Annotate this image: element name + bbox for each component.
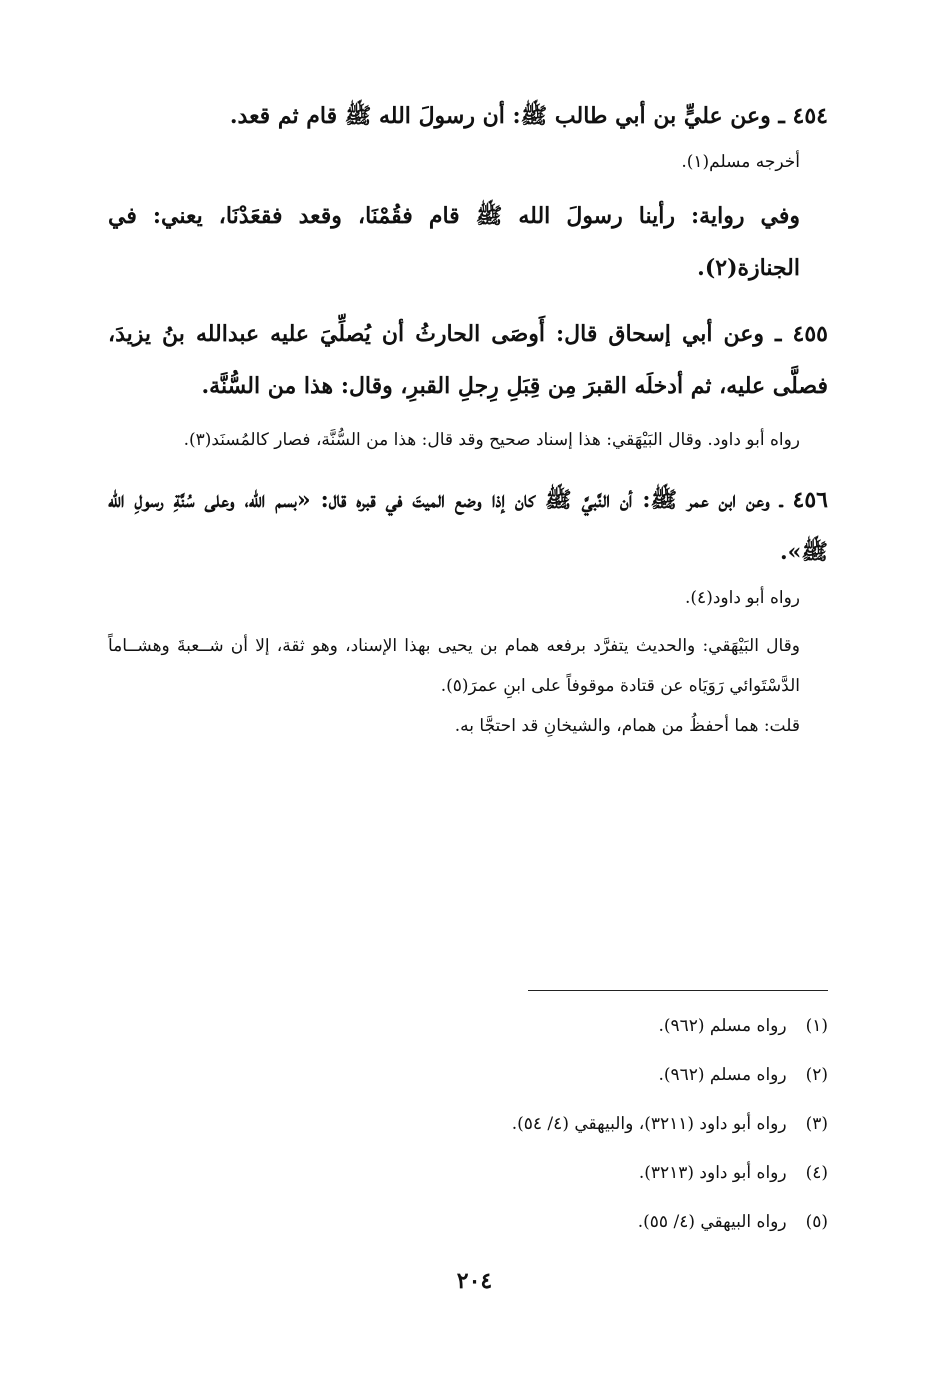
hadith-455 xyxy=(108,308,828,412)
footnote-text: رواه أبو داود (٣٢١٣). xyxy=(638,1163,787,1183)
footnote-text: رواه مسلم (٩٦٢). xyxy=(658,1016,787,1036)
footnote-text: رواه مسلم (٩٦٢). xyxy=(658,1065,787,1085)
footnote-separator xyxy=(528,990,828,991)
footnote-item xyxy=(108,1155,828,1204)
footnotes xyxy=(108,1008,828,1253)
footnote-text: رواه البيهقي (٤/ ٥٥). xyxy=(637,1212,787,1232)
footnote-number: (١) xyxy=(805,1016,828,1036)
footnote-item xyxy=(108,1204,828,1253)
hadith-456-note: وقال البَيْهَقي: والحديث يتفرَّد برفعه همام بن يحيى بهذا الإسناد، وهو ثقة، إلا أن شــعبةَ وهشــاماً الدَّسْتَوائي رَوَيَاه عن قتادة موقوفاً على ابنِ عمرَ(٥). xyxy=(108,636,800,696)
footnote-item xyxy=(108,1106,828,1155)
page-body xyxy=(108,90,828,746)
footnote-number: (٤) xyxy=(805,1163,828,1183)
footnote-item xyxy=(108,1008,828,1057)
hadith-456 xyxy=(108,474,828,578)
hadith-number: ٤٥٤ xyxy=(792,103,828,129)
hadith-456-source: رواه أبو داود(٤). xyxy=(685,588,800,608)
footnote-number: (٢) xyxy=(805,1065,828,1085)
page-number: ٢٠٤ xyxy=(456,1268,493,1294)
hadith-text: ـ وعن عليٍّ بن أبي طالب ﷺ: أن رسولَ الله ﷺ قام ثم قعد. xyxy=(229,103,785,129)
footnote-number: (٣) xyxy=(805,1114,828,1134)
hadith-number: ٤٥٥ xyxy=(792,321,828,347)
footnote-number: (٥) xyxy=(805,1212,828,1232)
hadith-number: ٤٥٦ xyxy=(792,487,828,513)
footnote-item xyxy=(108,1057,828,1106)
hadith-454-variant: وفي رواية: رأينا رسولَ الله ﷺ قام فقُمْنَا، وقعد فقعَدْنَا، يعني: في الجنازة(٢). xyxy=(108,203,800,281)
hadith-454 xyxy=(108,90,828,142)
hadith-text: ـ وعن أبي إسحاق قال: أَوصَى الحارثُ أن يُصلِّيَ عليه عبدالله بنُ يزيدَ، فصلَّى عليه، ثم أدخلَه القبرَ مِن قِبَلِ رِجلِ القبرِ، وقال: هذا من السُّنَّة. xyxy=(108,321,828,399)
hadith-454-source: أخرجه مسلم(١). xyxy=(681,152,800,172)
footnote-text: رواه أبو داود (٣٢١١)، والبيهقي (٤/ ٥٤). xyxy=(511,1114,787,1134)
hadith-text: ـ وعن ابن عمر ﷺ: أن النَّبيَّ ﷺ كان إذا وضع الميتَ في قبره قال: «بسم الله، وعلى سُنَّةِ رسولِ الله ﷺ». xyxy=(108,487,828,565)
hadith-456-comment: قلت: هما أحفظُ من همام، والشيخانِ قد احتجَّا به. xyxy=(454,716,800,736)
hadith-455-note: رواه أبو داود. وقال البَيْهَقي: هذا إسناد صحيح وقد قال: هذا من السُّنَّة، فصار كالمُسنَد(٣). xyxy=(183,430,800,450)
